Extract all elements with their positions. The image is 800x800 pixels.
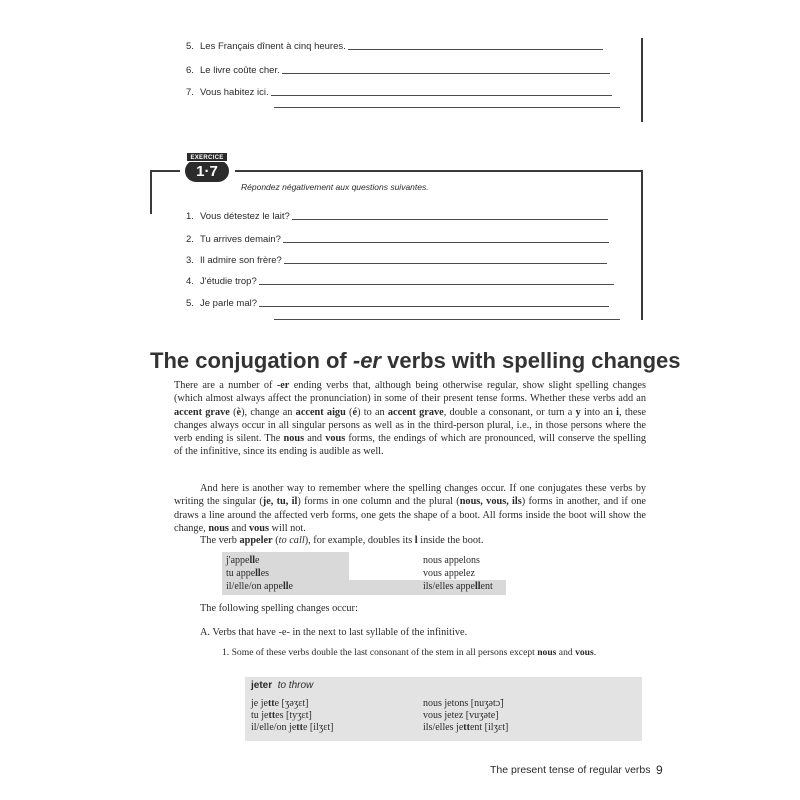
verb-meaning: to throw xyxy=(277,680,314,691)
verb: jeter xyxy=(251,680,273,691)
verb-header xyxy=(251,680,313,691)
exercise-item xyxy=(186,206,608,222)
text: nous xyxy=(208,522,229,534)
running-footer: The present tense of regular verbs xyxy=(490,764,651,776)
heading-part: The conjugation of xyxy=(150,348,353,373)
text: accent grave xyxy=(174,406,230,418)
item-number: 2. xyxy=(186,234,194,245)
text: appeler xyxy=(239,535,273,546)
text: 1. Some of these verbs double the last consonant of the stem in all persons except xyxy=(222,647,538,658)
answer-line[interactable] xyxy=(282,72,610,74)
body-paragraph xyxy=(174,379,646,459)
item-number: 7. xyxy=(186,87,194,98)
text: i xyxy=(616,406,620,418)
text: and xyxy=(556,647,576,658)
answer-line[interactable] xyxy=(259,283,614,285)
text: into an xyxy=(580,406,617,418)
item-text: Il admire son frère? xyxy=(200,255,282,266)
text: and xyxy=(228,522,249,534)
text: ( xyxy=(345,406,353,418)
answer-line[interactable] xyxy=(274,107,620,108)
item-number: 5. xyxy=(186,298,194,309)
text: And here is another way to remember where the spelling changes occur. If one conjugates these verbs by writing the singular ( xyxy=(174,483,646,508)
page-number: 9 xyxy=(656,763,663,777)
text: nous xyxy=(537,647,557,658)
conjugation-form: nous jetons [nuʒətɔ̃] xyxy=(423,698,504,709)
badge-label: EXERCICE xyxy=(186,152,228,162)
text: ), change an xyxy=(241,406,296,418)
text: , double a consonant, or turn a xyxy=(443,406,576,418)
conjugation-form: je jette [ʒəʒɛt] xyxy=(251,698,309,709)
text: y xyxy=(575,406,581,418)
item-number: 4. xyxy=(186,276,194,287)
text: and xyxy=(304,433,326,445)
text: There are a number of xyxy=(174,380,277,391)
conjugation-form: j'appelle xyxy=(226,555,260,566)
text: , these changes always occur in all singular persons as well as in the third-person plural, i.e., in those persons where the verb ending is silent. The xyxy=(174,406,647,445)
body-paragraph xyxy=(174,482,646,535)
text: accent aigu xyxy=(295,406,346,418)
text: ) forms in one column and the plural ( xyxy=(297,496,460,508)
conjugation-form: il/elle/on appelle xyxy=(226,581,293,592)
text: è xyxy=(236,406,242,418)
text: will not. xyxy=(268,522,306,534)
exercise-border xyxy=(150,170,180,172)
text: ( xyxy=(229,406,237,418)
exercise-border xyxy=(150,170,152,214)
text: ) forms in another, and if one draws a line around the affected verb forms, one gets the shape of a boot. All forms inside the boot will show the change, xyxy=(174,496,646,534)
text: je, tu, il xyxy=(262,496,298,508)
text: ) to an xyxy=(357,406,388,418)
answer-line[interactable] xyxy=(284,262,607,264)
exercise-item xyxy=(186,60,610,76)
answer-line[interactable] xyxy=(283,241,609,243)
text: forms, the endings of which are pronounced, will conserve the spelling of the infinitive, since its ending is audible as well. xyxy=(174,433,647,458)
exercise-item xyxy=(186,250,607,266)
answer-line[interactable] xyxy=(348,48,603,50)
exercise-item xyxy=(186,293,609,309)
answer-line[interactable] xyxy=(274,319,620,320)
text: l xyxy=(414,535,418,546)
conjugation-form: nous appelons xyxy=(423,555,480,566)
item-text: Les Français dînent à cinq heures. xyxy=(200,41,346,52)
text: ( xyxy=(272,535,279,546)
item-text: Le livre coûte cher. xyxy=(200,65,280,76)
exercise-border xyxy=(641,38,643,122)
text: vous xyxy=(248,522,269,534)
exercise-instruction: Répondez négativement aux questions suivantes. xyxy=(241,182,429,192)
list-item: A. Verbs that have -e- in the next to last syllable of the infinitive. xyxy=(200,627,468,638)
item-text: J'étudie trop? xyxy=(200,276,257,287)
text: accent grave xyxy=(387,406,444,418)
conjugation-form: tu jettes [tyʒɛt] xyxy=(251,710,312,721)
body-paragraph xyxy=(174,534,646,547)
exercise-item xyxy=(186,271,614,287)
text: The verb xyxy=(200,535,240,546)
item-text: Tu arrives demain? xyxy=(200,234,281,245)
section-heading xyxy=(150,348,681,374)
text: . xyxy=(593,647,597,658)
text: é xyxy=(352,406,358,418)
exercise-item xyxy=(186,82,612,98)
exercise-item xyxy=(186,36,603,52)
exercise-border xyxy=(235,170,643,172)
item-number: 6. xyxy=(186,65,194,76)
text: nous xyxy=(283,433,305,445)
conjugation-form: ils/elles appellent xyxy=(423,581,493,592)
conjugation-form: tu appelles xyxy=(226,568,270,579)
answer-line[interactable] xyxy=(292,218,608,220)
text: to call xyxy=(278,535,305,546)
list-item xyxy=(222,647,632,660)
exercise-item xyxy=(186,229,609,245)
item-text: Vous habitez ici. xyxy=(200,87,269,98)
conjugation-form: vous appelez xyxy=(423,568,475,579)
text: vous xyxy=(325,433,346,445)
item-number: 3. xyxy=(186,255,194,266)
conjugation-form: il/elle/on jette [ilʒɛt] xyxy=(251,722,334,733)
text: vous xyxy=(575,647,594,658)
exercise-badge xyxy=(177,152,237,188)
heading-part: verbs with spelling changes xyxy=(381,348,681,373)
text: ), for example, doubles its xyxy=(304,535,415,546)
badge-number: 1·7 xyxy=(196,163,218,180)
conjugation-form: ils/elles jettent [ilʒɛt] xyxy=(423,722,509,733)
item-text: Je parle mal? xyxy=(200,298,258,309)
answer-line[interactable] xyxy=(271,94,612,96)
body-paragraph: The following spelling changes occur: xyxy=(200,603,358,614)
answer-line[interactable] xyxy=(259,305,609,307)
exercise-border xyxy=(641,170,643,320)
text: nous, vous, ils xyxy=(459,496,522,508)
item-number: 5. xyxy=(186,41,194,52)
text: inside the boot. xyxy=(417,535,484,546)
text: -er xyxy=(276,380,290,391)
item-text: Vous détestez le lait? xyxy=(200,211,290,222)
conjugation-form: vous jetez [vuʒəte] xyxy=(423,710,499,721)
text: ending verbs that, although being otherwise regular, show slight spelling changes (which almost always affect the pronunciation) in some of their present tense forms. Whether these verbs add an xyxy=(174,380,646,405)
item-number: 1. xyxy=(186,211,194,222)
heading-italic: -er xyxy=(352,348,381,373)
